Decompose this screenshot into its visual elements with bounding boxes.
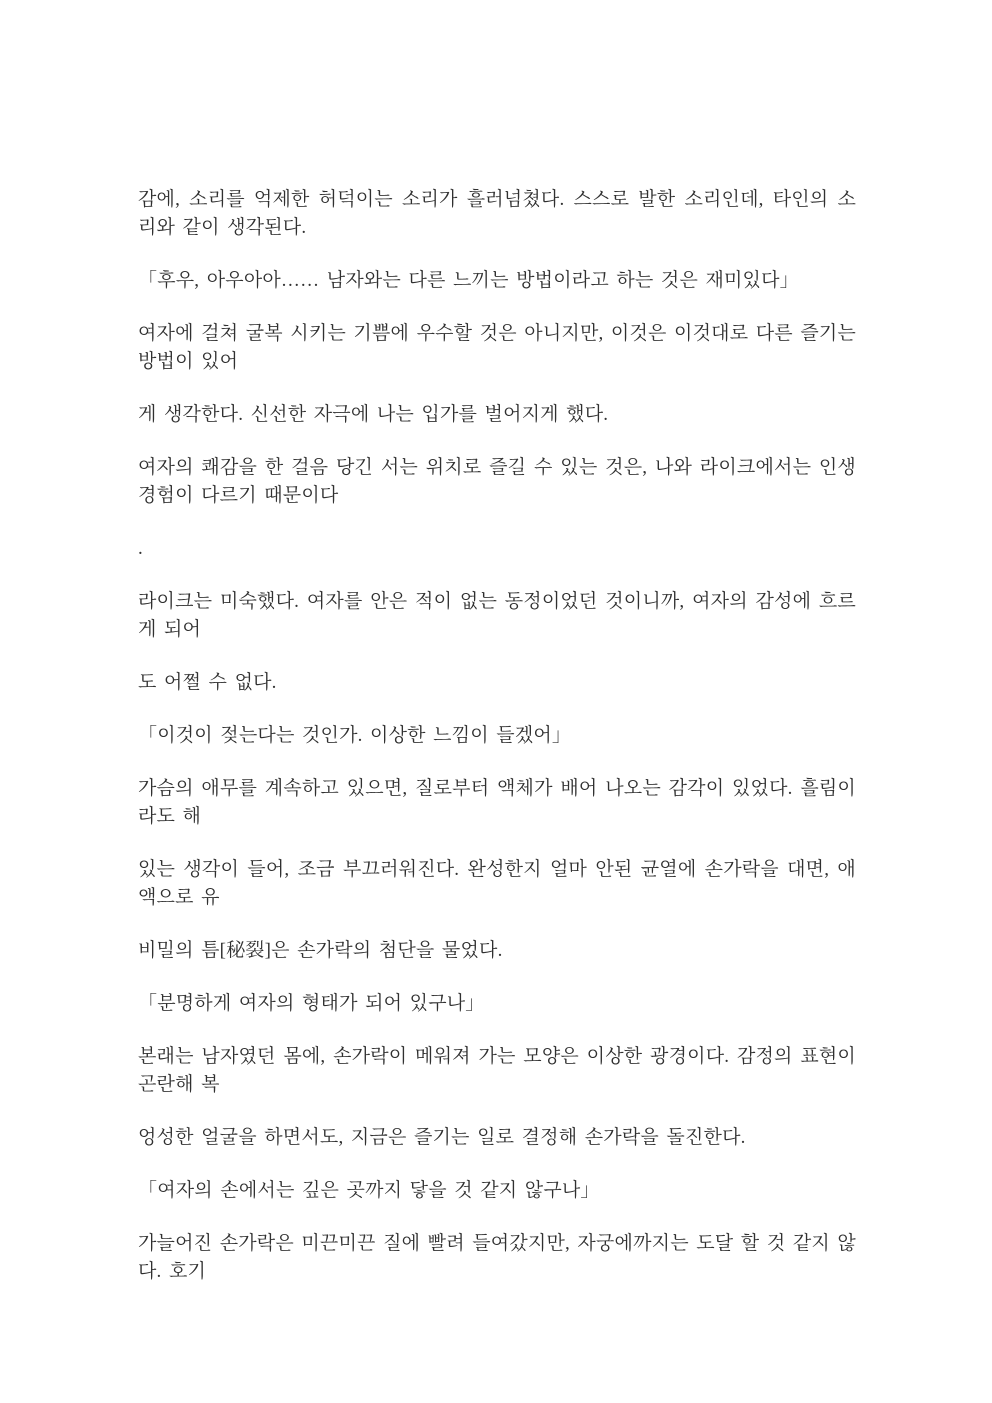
paragraph: 「여자의 손에서는 깊은 곳까지 닿을 것 같지 않구나」	[138, 1180, 600, 1201]
paragraph: 있는 생각이 들어, 조금 부끄러워진다. 완성한지 얼마 안된 균열에 손가락을 대면, 애액으로 유	[138, 859, 856, 908]
paragraph: 게 생각한다. 신선한 자극에 나는 입가를 벌어지게 했다.	[138, 404, 609, 425]
paragraph: 라이크는 미숙했다. 여자를 안은 적이 없는 동정이었던 것이니까, 여자의 감성에 흐르게 되어	[138, 591, 856, 640]
paragraph: 도 어쩔 수 없다.	[138, 672, 277, 693]
paragraph: 「이것이 젖는다는 것인가. 이상한 느낌이 들겠어」	[138, 725, 572, 746]
paragraph: 가슴의 애무를 계속하고 있으면, 질로부터 액체가 배어 나오는 감각이 있었다. 흘림이라도 해	[138, 778, 856, 827]
paragraph: 「분명하게 여자의 형태가 되어 있구나」	[138, 993, 485, 1014]
paragraph: 비밀의 틈[秘裂]은 손가락의 첨단을 물었다.	[138, 940, 503, 961]
paragraph: 본래는 남자였던 몸에, 손가락이 메워져 가는 모양은 이상한 광경이다. 감정의 표현이 곤란해 복	[138, 1046, 856, 1095]
paragraph: 여자에 걸쳐 굴복 시키는 기쁨에 우수할 것은 아니지만, 이것은 이것대로 다른 즐기는 방법이 있어	[138, 323, 856, 372]
paragraph: 엉성한 얼굴을 하면서도, 지금은 즐기는 일로 결정해 손가락을 돌진한다.	[138, 1127, 746, 1148]
text-content	[138, 186, 856, 1286]
paragraph: 감에, 소리를 억제한 허덕이는 소리가 흘러넘쳤다. 스스로 발한 소리인데, 타인의 소리와 같이 생각된다.	[138, 189, 856, 238]
paragraph: 가늘어진 손가락은 미끈미끈 질에 빨려 들여갔지만, 자궁에까지는 도달 할 것 같지 않다. 호기	[138, 1233, 856, 1282]
paragraph: .	[138, 538, 143, 559]
paragraph: 「후우, 아우아아…… 남자와는 다른 느끼는 방법이라고 하는 것은 재미있다」	[138, 270, 799, 291]
paragraph: 여자의 쾌감을 한 걸음 당긴 서는 위치로 즐길 수 있는 것은, 나와 라이크에서는 인생 경험이 다르기 때문이다	[138, 457, 856, 506]
